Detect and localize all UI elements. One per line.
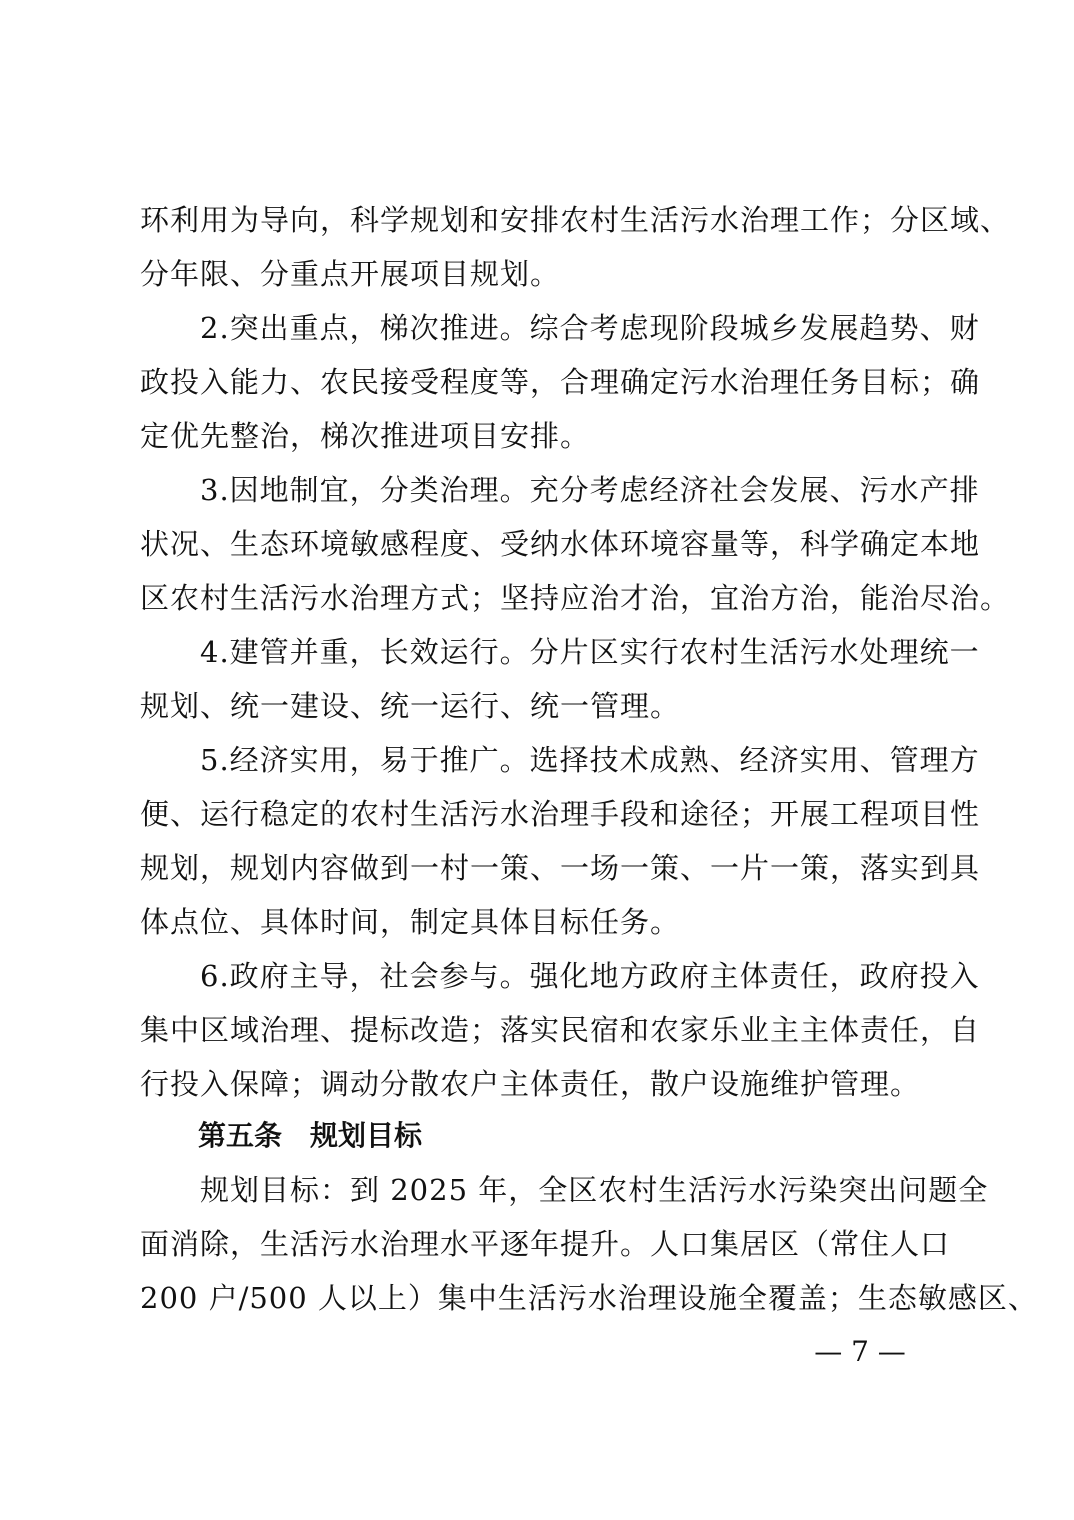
paragraph-line: 集中区域治理、提标改造；落实民宿和农家乐业主主体责任，自	[140, 1013, 981, 1047]
paragraph-line: 面消除，生活污水治理水平逐年提升。人口集居区（常住人口	[140, 1227, 951, 1261]
paragraph-line: 便、运行稳定的农村生活污水治理手段和途径；开展工程项目性	[140, 797, 981, 831]
paragraph-line: 体点位、具体时间，制定具体目标任务。	[140, 905, 681, 939]
paragraph-line: 规划目标：到 2025 年，全区农村生活污水污染突出问题全	[200, 1173, 989, 1207]
paragraph-line: 6.政府主导，社会参与。强化地方政府主体责任，政府投入	[200, 959, 980, 993]
paragraph-line: 2.突出重点，梯次推进。综合考虑现阶段城乡发展趋势、财	[200, 311, 980, 345]
paragraph-line: 行投入保障；调动分散农户主体责任，散户设施维护管理。	[140, 1067, 921, 1101]
paragraph-line: 区农村生活污水治理方式；坚持应治才治，宜治方治，能治尽治。	[140, 581, 1011, 615]
paragraph-line: 5.经济实用，易于推广。选择技术成熟、经济实用、管理方	[200, 743, 980, 777]
paragraph-line: 200 户/500 人以上）集中生活污水治理设施全覆盖；生态敏感区、	[140, 1281, 1038, 1315]
paragraph-line: 定优先整治，梯次推进项目安排。	[140, 419, 591, 453]
paragraph-line: 3.因地制宜，分类治理。充分考虑经济社会发展、污水产排	[200, 473, 980, 507]
paragraph-line: 规划、统一建设、统一运行、统一管理。	[140, 689, 681, 723]
paragraph-line: 分年限、分重点开展项目规划。	[140, 257, 561, 291]
paragraph-line: 规划，规划内容做到一村一策、一场一策、一片一策，落实到具	[140, 851, 981, 885]
paragraph-line: 4.建管并重，长效运行。分片区实行农村生活污水处理统一	[200, 635, 980, 669]
section-heading: 第五条 规划目标	[198, 1119, 423, 1152]
paragraph-line: 状况、生态环境敏感程度、受纳水体环境容量等，科学确定本地	[140, 527, 981, 561]
paragraph-line: 环利用为导向，科学规划和安排农村生活污水治理工作；分区域、	[140, 203, 1011, 237]
paragraph-line: 政投入能力、农民接受程度等，合理确定污水治理任务目标；确	[140, 365, 981, 399]
page-number: — 7 —	[814, 1335, 906, 1368]
